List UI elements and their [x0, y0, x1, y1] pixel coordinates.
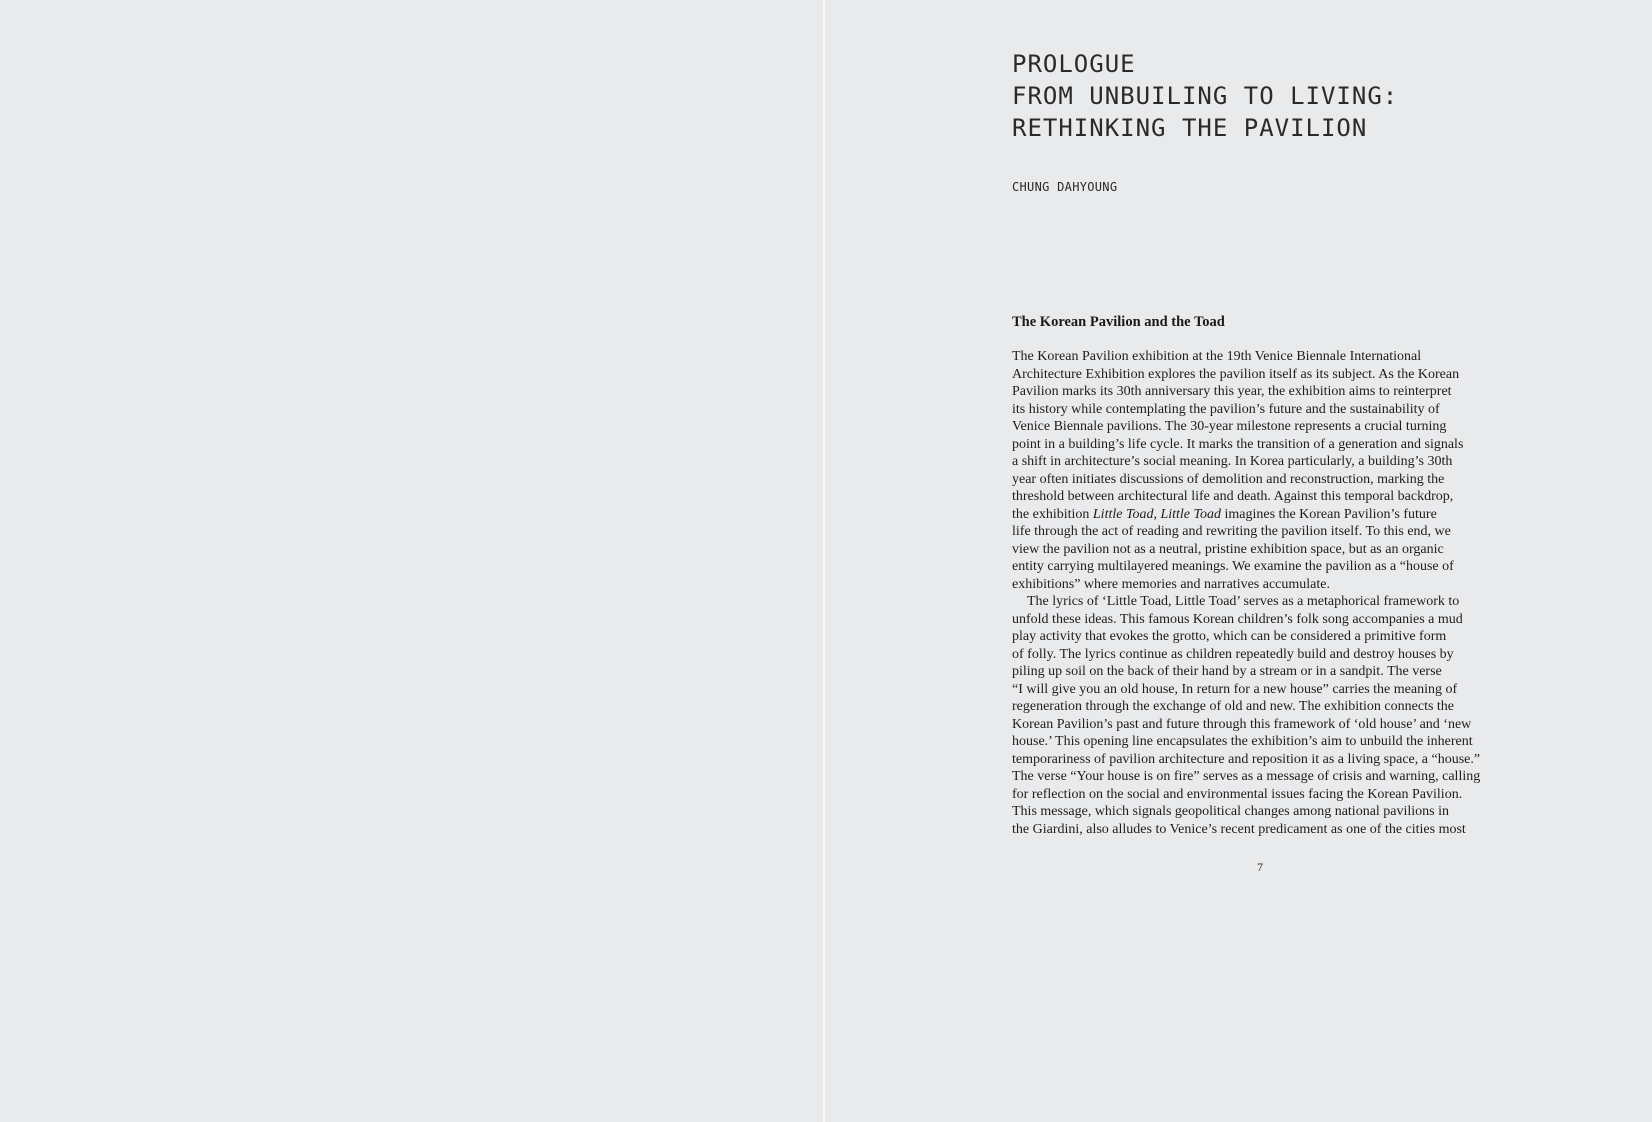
body-line: Korean Pavilion’s past and future through this framework of ‘old house’ and ‘new: [1012, 716, 1472, 732]
body-line: Architecture Exhibition explores the pavilion itself as its subject. As the Korean: [1012, 366, 1460, 382]
body-line: threshold between architectural life and death. Against this temporal backdrop,: [1012, 489, 1454, 504]
body-line: of folly. The lyrics continue as children repeatedly build and destroy houses by: [1012, 646, 1454, 662]
page-number: 7: [1257, 860, 1263, 874]
exhibition-title-italic: Little Toad, Little Toad: [1092, 506, 1222, 522]
title-line-prologue: PROLOGUE: [1012, 50, 1136, 78]
body-line-with-italic-title: [1012, 506, 1512, 524]
title-line-main: FROM UNBUILING TO LIVING:: [1012, 82, 1399, 110]
body-line: regeneration through the exchange of old and new. The exhibition connects the: [1012, 699, 1455, 714]
body-line: Venice Biennale pavilions. The 30-year milestone represents a crucial turning: [1012, 419, 1447, 434]
body-line: The Korean Pavilion exhibition at the 19th Venice Biennale International: [1012, 349, 1422, 364]
body-paragraphs: [1012, 348, 1512, 838]
author-name: CHUNG DAHYOUNG: [1012, 180, 1118, 194]
body-line-pre: the exhibition: [1012, 506, 1093, 522]
body-line: unfold these ideas. This famous Korean children’s folk song accompanies a mud: [1012, 611, 1463, 627]
body-line: for reflection on the social and environmental issues facing the Korean Pavilion.: [1012, 786, 1463, 802]
right-page: [825, 0, 1652, 1122]
title-line-subtitle: RETHINKING THE PAVILION: [1012, 114, 1368, 142]
body-line: house.’ This opening line encapsulates the exhibition’s aim to unbuild the inherent: [1012, 734, 1473, 749]
body-line: its history while contemplating the pavilion’s future and the sustainability of: [1012, 401, 1440, 417]
chapter-title: [1012, 48, 1398, 144]
body-line-paragraph-start: The lyrics of ‘Little Toad, Little Toad’ serves as a metaphorical framework to: [1027, 594, 1460, 609]
body-line: piling up soil on the back of their hand by a stream or in a sandpit. The verse: [1012, 664, 1442, 679]
section-heading: The Korean Pavilion and the Toad: [1012, 314, 1225, 330]
body-line-post: imagines the Korean Pavilion’s future: [1221, 506, 1437, 522]
body-line: life through the act of reading and rewriting the pavilion itself. To this end, we: [1012, 524, 1451, 539]
body-line: “I will give you an old house, In return for a new house” carries the meaning of: [1012, 681, 1458, 697]
body-line: The verse “Your house is on fire” serves as a message of crisis and warning, calling: [1012, 769, 1481, 784]
left-page-blank: [0, 0, 823, 1122]
body-line: view the pavilion not as a neutral, pristine exhibition space, but as an organic: [1012, 541, 1444, 557]
body-line: year often initiates discussions of demolition and reconstruction, marking the: [1012, 471, 1445, 487]
body-line: temporariness of pavilion architecture and reposition it as a living space, a “house.”: [1012, 751, 1481, 767]
body-line: a shift in architecture’s social meaning. In Korea particularly, a building’s 30th: [1012, 454, 1453, 469]
body-line: play activity that evokes the grotto, which can be considered a primitive form: [1012, 629, 1447, 644]
body-line: entity carrying multilayered meanings. We examine the pavilion as a “house of: [1012, 559, 1454, 574]
body-line: This message, which signals geopolitical changes among national pavilions in: [1012, 804, 1450, 819]
body-line: exhibitions” where memories and narratives accumulate.: [1012, 576, 1330, 592]
body-line: point in a building’s life cycle. It marks the transition of a generation and signals: [1012, 436, 1464, 452]
body-line: Pavilion marks its 30th anniversary this year, the exhibition aims to reinterpret: [1012, 384, 1452, 399]
body-line: the Giardini, also alludes to Venice’s recent predicament as one of the cities most: [1012, 821, 1466, 837]
